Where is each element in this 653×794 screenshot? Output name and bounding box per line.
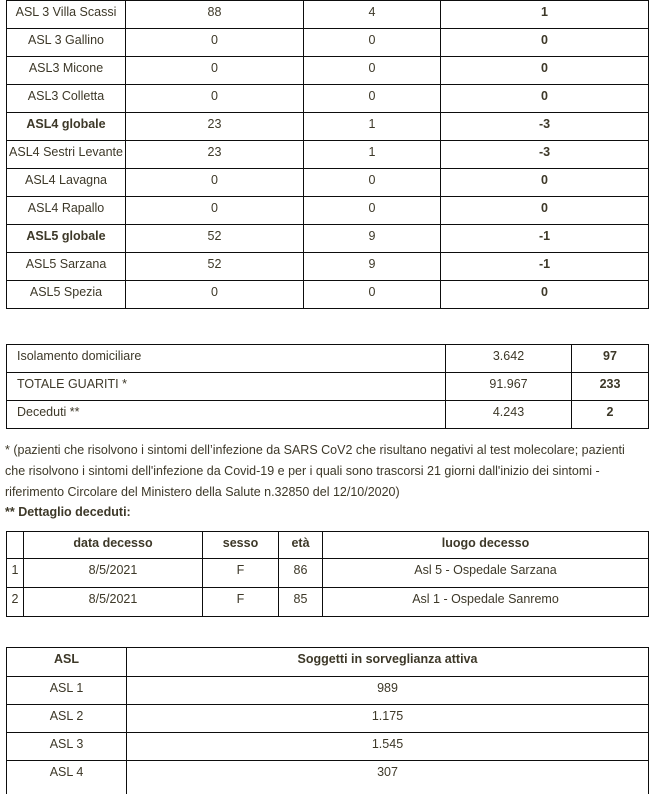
delta-cell: -3 <box>441 141 649 169</box>
table-row <box>7 373 649 401</box>
asl-label-cell: ASL5 globale <box>7 225 126 253</box>
table-row <box>7 705 649 733</box>
table-header-row <box>7 532 649 559</box>
asl-name-cell: ASL 3 <box>7 733 127 761</box>
table-row <box>7 113 649 141</box>
table-row <box>7 281 649 309</box>
table-header-row <box>7 648 649 677</box>
row-number-cell: 1 <box>7 559 24 588</box>
sorveglianza-value-cell: 307 <box>127 761 649 794</box>
luogo-decesso-cell: Asl 5 - Ospedale Sarzana <box>323 559 649 588</box>
total-delta-cell: 233 <box>572 373 649 401</box>
delta-cell: -1 <box>441 253 649 281</box>
totals-table <box>6 344 649 429</box>
value-cell: 0 <box>126 29 304 57</box>
delta-cell: 0 <box>441 29 649 57</box>
delta-cell: 0 <box>441 57 649 85</box>
value-cell: 23 <box>126 113 304 141</box>
table-row <box>7 559 649 588</box>
value-cell: 0 <box>304 169 441 197</box>
asl-label-cell: ASL4 Rapallo <box>7 197 126 225</box>
table-row <box>7 1 649 29</box>
eta-cell: 86 <box>279 559 323 588</box>
value-cell: 0 <box>304 57 441 85</box>
total-label-cell: Deceduti ** <box>7 401 446 429</box>
total-delta-cell: 2 <box>572 401 649 429</box>
deceduti-heading: ** Dettaglio deceduti: <box>5 505 131 519</box>
table-row <box>7 253 649 281</box>
table-row <box>7 677 649 705</box>
sesso-header: sesso <box>203 532 279 559</box>
table-row <box>7 197 649 225</box>
delta-cell: 0 <box>441 169 649 197</box>
asl-label-cell: ASL5 Spezia <box>7 281 126 309</box>
asl-label-cell: ASL4 globale <box>7 113 126 141</box>
sesso-cell: F <box>203 588 279 617</box>
delta-cell: 0 <box>441 281 649 309</box>
value-cell: 23 <box>126 141 304 169</box>
table-row <box>7 225 649 253</box>
delta-cell: 0 <box>441 85 649 113</box>
sorveglianza-table <box>6 647 649 794</box>
delta-cell: 0 <box>441 197 649 225</box>
asl-label-cell: ASL3 Micone <box>7 57 126 85</box>
value-cell: 9 <box>304 253 441 281</box>
value-cell: 1 <box>304 113 441 141</box>
eta-header: età <box>279 532 323 559</box>
asl-name-cell: ASL 4 <box>7 761 127 794</box>
deceduti-table <box>6 531 649 617</box>
asl-name-cell: ASL 2 <box>7 705 127 733</box>
asl-label-cell: ASL 3 Gallino <box>7 29 126 57</box>
data-decesso-cell: 8/5/2021 <box>24 559 203 588</box>
total-label-cell: TOTALE GUARITI * <box>7 373 446 401</box>
value-cell: 4 <box>304 1 441 29</box>
data-decesso-header: data decesso <box>24 532 203 559</box>
value-cell: 0 <box>126 85 304 113</box>
guariti-footnote <box>5 440 653 503</box>
value-cell: 1 <box>304 141 441 169</box>
delta-cell: -3 <box>441 113 649 141</box>
value-cell: 9 <box>304 225 441 253</box>
value-cell: 0 <box>304 85 441 113</box>
table-row <box>7 85 649 113</box>
row-number-header <box>7 532 24 559</box>
value-cell: 52 <box>126 225 304 253</box>
delta-cell: -1 <box>441 225 649 253</box>
table-row <box>7 141 649 169</box>
total-delta-cell: 97 <box>572 345 649 373</box>
footnote-line: riferimento Circolare del Ministero della Salute n.32850 del 12/10/2020) <box>5 485 400 499</box>
asl-label-cell: ASL 3 Villa Scassi <box>7 1 126 29</box>
total-label-cell: Isolamento domiciliare <box>7 345 446 373</box>
sorveglianza-value-cell: 989 <box>127 677 649 705</box>
asl-header: ASL <box>7 648 127 677</box>
sorveglianza-value-cell: 1.175 <box>127 705 649 733</box>
table-row <box>7 401 649 429</box>
table-row <box>7 588 649 617</box>
table-row <box>7 57 649 85</box>
table-row <box>7 169 649 197</box>
value-cell: 0 <box>126 169 304 197</box>
sesso-cell: F <box>203 559 279 588</box>
total-value-cell: 4.243 <box>446 401 572 429</box>
data-decesso-cell: 8/5/2021 <box>24 588 203 617</box>
luogo-decesso-header: luogo decesso <box>323 532 649 559</box>
table-row <box>7 761 649 794</box>
footnote-line: * (pazienti che risolvono i sintomi dell’infezione da SARS CoV2 che risultano negativi al test molecolare; pazienti <box>5 443 625 457</box>
luogo-decesso-cell: Asl 1 - Ospedale Sanremo <box>323 588 649 617</box>
eta-cell: 85 <box>279 588 323 617</box>
asl-cases-table <box>6 0 649 309</box>
value-cell: 0 <box>304 197 441 225</box>
delta-cell: 1 <box>441 1 649 29</box>
value-cell: 88 <box>126 1 304 29</box>
asl-label-cell: ASL3 Colletta <box>7 85 126 113</box>
value-cell: 0 <box>304 281 441 309</box>
sorveglianza-value-cell: 1.545 <box>127 733 649 761</box>
value-cell: 0 <box>126 197 304 225</box>
footnote-line: che risolvono i sintomi dell'infezione da Covid-19 e per i quali sono trascorsi 21 giorni dall'inizio dei sintomi - <box>5 464 600 478</box>
value-cell: 0 <box>304 29 441 57</box>
total-value-cell: 3.642 <box>446 345 572 373</box>
value-cell: 0 <box>126 57 304 85</box>
asl-label-cell: ASL4 Lavagna <box>7 169 126 197</box>
table-row <box>7 733 649 761</box>
row-number-cell: 2 <box>7 588 24 617</box>
value-cell: 52 <box>126 253 304 281</box>
sorveglianza-header: Soggetti in sorveglianza attiva <box>127 648 649 677</box>
asl-name-cell: ASL 1 <box>7 677 127 705</box>
table-row <box>7 345 649 373</box>
asl-label-cell: ASL5 Sarzana <box>7 253 126 281</box>
value-cell: 0 <box>126 281 304 309</box>
total-value-cell: 91.967 <box>446 373 572 401</box>
asl-label-cell: ASL4 Sestri Levante <box>7 141 126 169</box>
table-row <box>7 29 649 57</box>
